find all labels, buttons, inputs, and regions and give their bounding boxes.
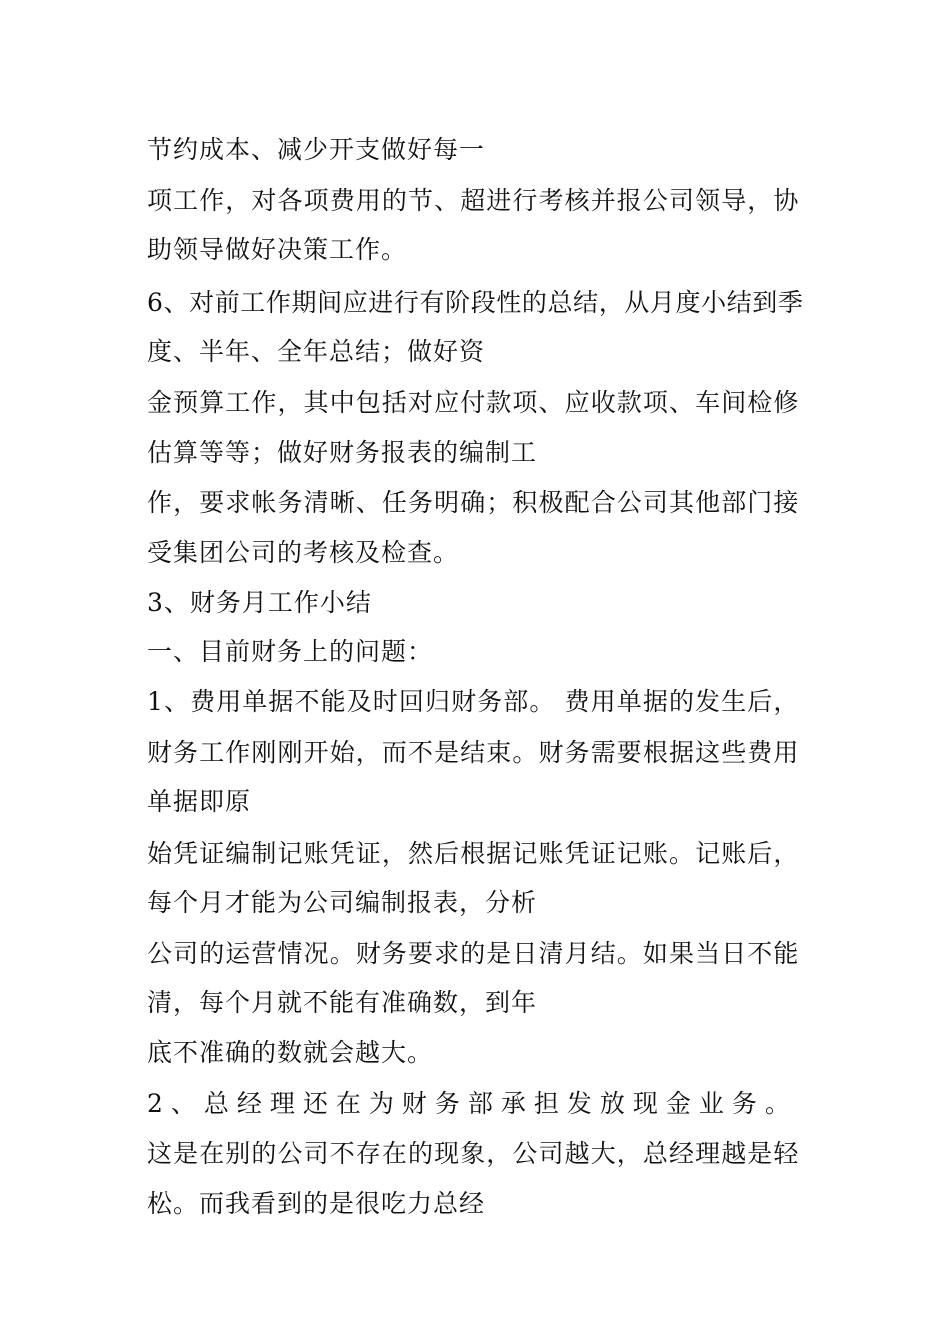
text-line: 始凭证编制记账凭证，然后根据记账凭证记账。记账后， (147, 839, 800, 868)
text-line: 清，每个月就不能有准确数，到年 (147, 988, 538, 1017)
text-line: 金预算工作，其中包括对应付款项、应收款项、车间检修 (147, 388, 800, 417)
text-line: 估算等等；做好财务报表的编制工 (147, 438, 538, 467)
text-line: 项工作，对各项费用的节、超进行考核并报公司领导，协 (147, 186, 800, 215)
section-heading: 一、目前财务上的问题： (147, 637, 434, 666)
text-line: 节约成本、减少开支做好每一 (147, 135, 486, 164)
text-line: 助领导做好决策工作。 (147, 235, 408, 264)
text-line: 每个月才能为公司编制报表，分析 (147, 888, 538, 917)
text-line: 单据即原 (147, 787, 252, 816)
text-line: 1、费用单据不能及时回归财务部。 费用单据的发生后， (147, 687, 800, 716)
text-line: 受集团公司的考核及检查。 (147, 538, 460, 567)
text-line: 2、总经理还在为财务部承担发放现金业务。 (147, 1089, 798, 1118)
section-heading: 3、财务月工作小结 (147, 588, 372, 617)
text-line: 这是在别的公司不存在的现象，公司越大，总经理越是轻 (147, 1139, 800, 1168)
text-line: 公司的运营情况。财务要求的是日清月结。如果当日不能 (147, 939, 800, 968)
text-line: 作，要求帐务清晰、任务明确；积极配合公司其他部门接 (147, 488, 800, 517)
text-line: 松。而我看到的是很吃力总经 (147, 1189, 486, 1218)
text-line: 度、半年、全年总结；做好资 (147, 337, 486, 366)
text-line: 底不准确的数就会越大。 (147, 1038, 434, 1067)
text-line: 6、对前工作期间应进行有阶段性的总结，从月度小结到季 (147, 288, 804, 317)
text-line: 财务工作刚刚开始，而不是结束。财务需要根据这些费用 (147, 738, 800, 767)
